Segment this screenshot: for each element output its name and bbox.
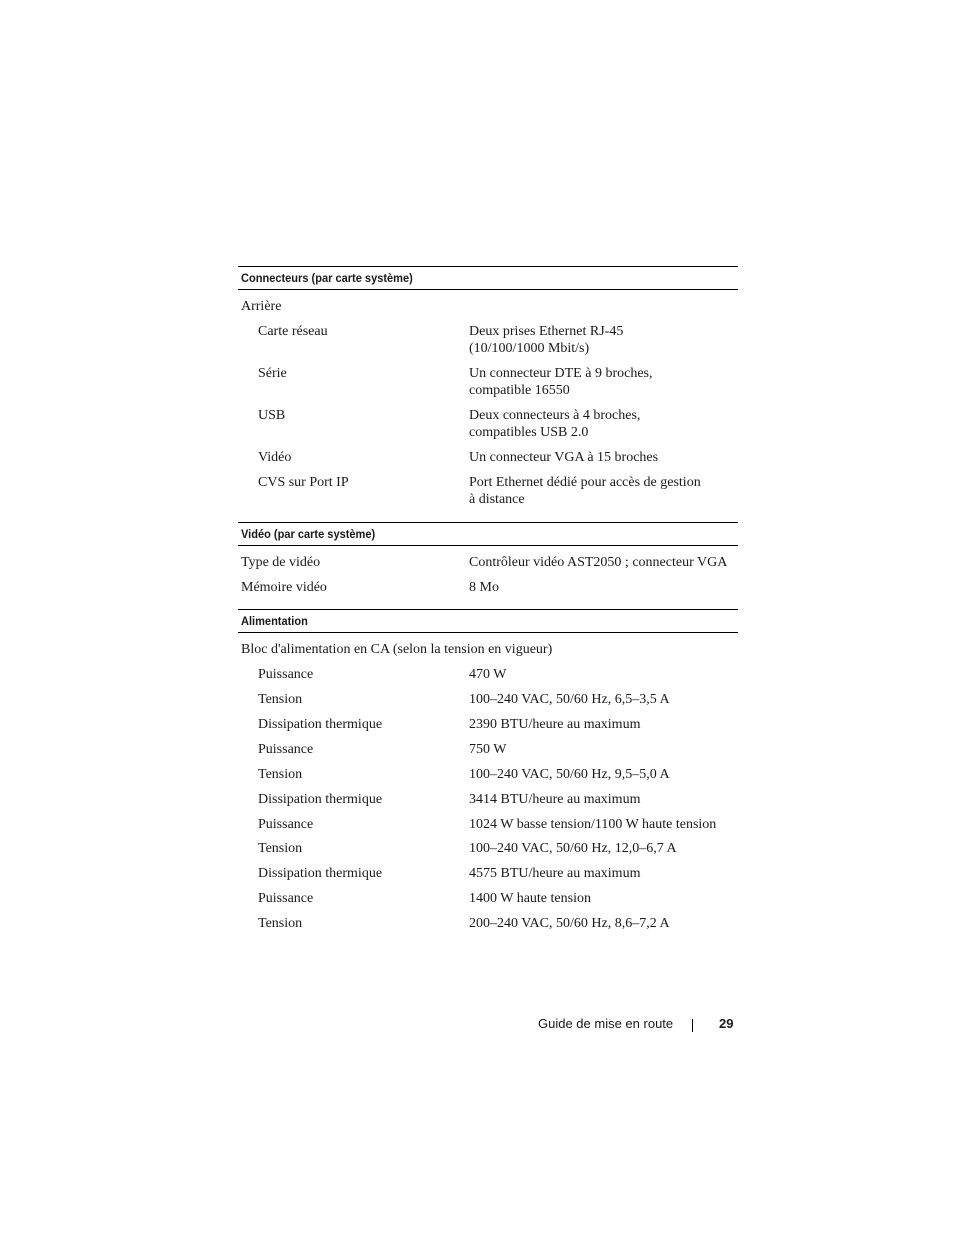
ac-psu-group-label: Bloc d'alimentation en CA (selon la tension en vigueur) (241, 642, 553, 657)
spec-value: 100–240 VAC, 50/60 Hz, 12,0–6,7 A (469, 841, 677, 856)
spec-row-heat-dissipation (238, 716, 738, 733)
spec-row-serial (238, 365, 738, 399)
spec-label: CVS sur Port IP (258, 475, 349, 490)
spec-value: 3414 BTU/heure au maximum (469, 792, 641, 807)
spec-value: Un connecteur DTE à 9 broches, compatible 16550 (469, 366, 653, 398)
spec-value: Un connecteur VGA à 15 broches (469, 450, 659, 465)
spec-row-usb (238, 407, 738, 441)
footer-separator (692, 1019, 693, 1032)
spec-value: Deux prises Ethernet RJ-45 (10/100/1000 Mbit/s) (469, 324, 624, 356)
rear-group-label-row (238, 298, 738, 315)
power-heading: Alimentation (238, 609, 738, 633)
spec-label: Type de vidéo (241, 555, 321, 570)
connectors-heading: Connecteurs (par carte système) (238, 266, 738, 290)
spec-value: 470 W (469, 667, 507, 682)
rear-group-label: Arrière (241, 299, 282, 314)
spec-row-power (238, 741, 738, 758)
spec-label: Puissance (258, 891, 314, 906)
spec-label: Puissance (258, 742, 314, 757)
spec-row-video-memory (238, 579, 738, 596)
spec-label: Tension (258, 841, 303, 856)
spec-value: 100–240 VAC, 50/60 Hz, 6,5–3,5 A (469, 692, 670, 707)
spec-row-video-type (238, 554, 738, 571)
spec-row-voltage (238, 915, 738, 932)
spec-row-power (238, 890, 738, 907)
spec-label: Puissance (258, 817, 314, 832)
page-number: 29 (719, 1016, 734, 1031)
spec-value: Contrôleur vidéo AST2050 ; connecteur VGA (469, 555, 728, 570)
spec-row-voltage (238, 840, 738, 857)
spec-row-heat-dissipation (238, 865, 738, 882)
spec-label: Vidéo (258, 450, 292, 465)
spec-row-voltage (238, 766, 738, 783)
spec-value: 2390 BTU/heure au maximum (469, 717, 641, 732)
power-section (238, 609, 738, 932)
spec-value: Deux connecteurs à 4 broches, compatibles USB 2.0 (469, 408, 641, 440)
spec-row-heat-dissipation (238, 791, 738, 808)
spec-value: Port Ethernet dédié pour accès de gestion à distance (469, 475, 701, 507)
spec-label: Série (258, 366, 287, 381)
spec-value: 100–240 VAC, 50/60 Hz, 9,5–5,0 A (469, 767, 670, 782)
spec-label: Tension (258, 916, 303, 931)
spec-row-power (238, 816, 738, 833)
spec-label: Tension (258, 692, 303, 707)
video-heading: Vidéo (par carte système) (238, 522, 738, 546)
spec-value: 1024 W basse tension/1100 W haute tension (469, 817, 717, 832)
spec-value: 8 Mo (469, 580, 499, 595)
spec-value: 4575 BTU/heure au maximum (469, 866, 641, 881)
spec-label: Puissance (258, 667, 314, 682)
spec-row-network-card (238, 323, 738, 357)
spec-label: Dissipation thermique (258, 866, 383, 881)
page-footer (538, 1015, 738, 1035)
spec-label: Dissipation thermique (258, 792, 383, 807)
ac-psu-group-label-row (238, 641, 738, 658)
spec-row-kvm-over-ip (238, 474, 738, 508)
spec-label: USB (258, 408, 286, 423)
spec-label: Dissipation thermique (258, 717, 383, 732)
connectors-section (238, 266, 738, 508)
guide-title: Guide de mise en route (538, 1016, 674, 1031)
spec-value: 200–240 VAC, 50/60 Hz, 8,6–7,2 A (469, 916, 670, 931)
spec-row-voltage (238, 691, 738, 708)
spec-label: Mémoire vidéo (241, 580, 327, 595)
spec-row-video-connector (238, 449, 738, 466)
spec-label: Tension (258, 767, 303, 782)
spec-row-power (238, 666, 738, 683)
spec-value: 1400 W haute tension (469, 891, 591, 906)
spec-label: Carte réseau (258, 324, 328, 339)
video-section (238, 522, 738, 596)
spec-value: 750 W (469, 742, 507, 757)
